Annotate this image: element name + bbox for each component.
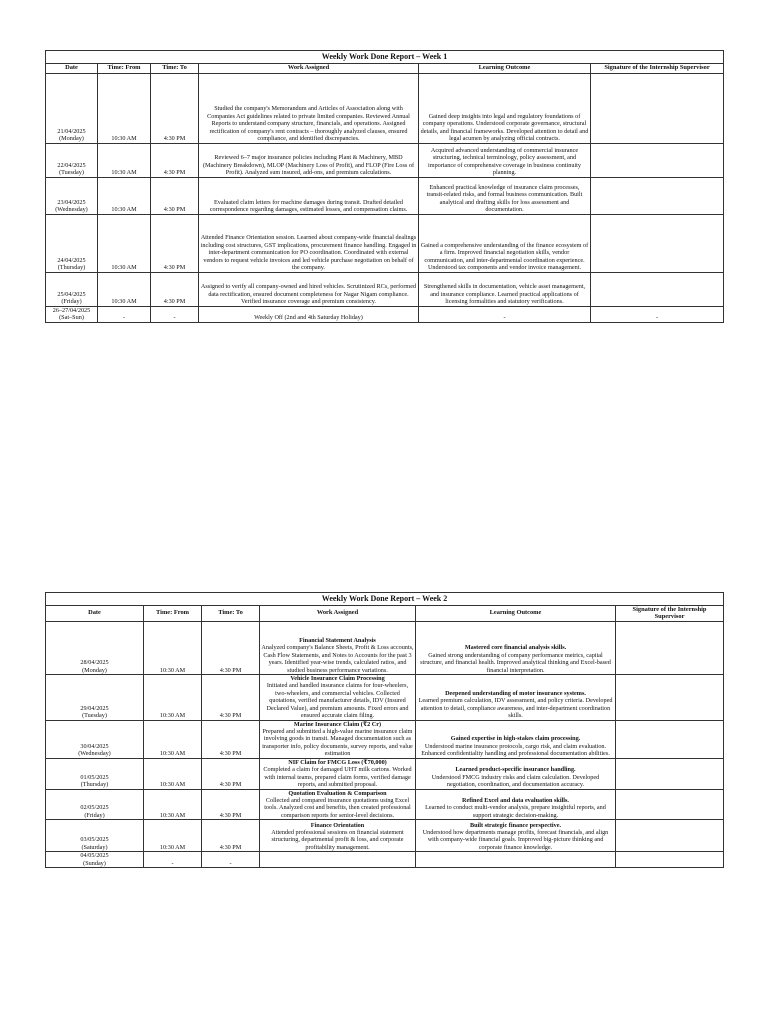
time-from-cell-text: 10:30 AM xyxy=(159,781,186,789)
date-cell xyxy=(46,758,144,789)
learning-outcome-cell xyxy=(419,272,591,306)
learning-outcome-cell xyxy=(416,758,616,789)
signature-header: Signature of the Internship Supervisor xyxy=(591,63,724,73)
learning-outcome-cell-text: Learned to conduct multi-vendor analysis, prepare insightful reports, and support strategic decision-making. xyxy=(425,804,606,819)
date-cell-text: 24/04/2025 (Thursday) xyxy=(57,256,86,272)
table-row xyxy=(46,674,724,720)
time-from-cell-text: 10:30 AM xyxy=(111,298,137,306)
date-cell xyxy=(46,674,144,720)
table-row xyxy=(46,214,724,272)
date-cell-text: 30/04/2025 (Wednesday) xyxy=(78,742,111,758)
learning-outcome-cell-text: Understood marine insurance protocols, cargo risk, and claim evaluation. Enhanced confidentiality handling and professional documentation abilities. xyxy=(421,742,610,758)
date-cell xyxy=(46,177,98,214)
time-from-cell xyxy=(144,720,202,758)
time-from-cell-text: 10:30 AM xyxy=(159,666,186,674)
time-to-cell xyxy=(202,720,260,758)
date-cell xyxy=(46,214,98,272)
work-assigned-cell xyxy=(260,820,416,852)
table-row xyxy=(46,621,724,674)
date-cell-text: 22/04/2025 (Tuesday) xyxy=(57,161,86,177)
time-from-cell-text: - xyxy=(122,314,126,322)
week2-title: Weekly Work Done Report – Week 2 xyxy=(46,593,724,606)
work-assigned-cell xyxy=(199,73,419,143)
work-assigned-cell-text: Attended professional sessions on financial statement structuring, departmental profit & loss, and corporate profitability management. xyxy=(271,828,404,851)
learning-outcome-cell xyxy=(419,306,591,322)
table-row xyxy=(46,852,724,868)
work-assigned-cell xyxy=(199,177,419,214)
time-to-cell xyxy=(202,621,260,674)
signature-cell[interactable] xyxy=(591,143,724,177)
work-assigned-cell xyxy=(199,306,419,322)
time-to-header: Time: To xyxy=(151,63,199,73)
learning-outcome-cell-text: Understood FMCG industry risks and claim calculation. Developed negotiation, coordination, and documentation accuracy. xyxy=(431,773,600,789)
date-cell-text: 29/04/2025 (Tuesday) xyxy=(80,704,109,720)
work-assigned-cell xyxy=(260,852,416,868)
work-assigned-header: Work Assigned xyxy=(260,605,416,621)
date-cell xyxy=(46,143,98,177)
date-cell xyxy=(46,720,144,758)
time-to-cell-text: - xyxy=(229,859,232,867)
time-from-cell xyxy=(98,306,151,322)
work-assigned-cell xyxy=(199,214,419,272)
time-to-cell-text: 4:30 PM xyxy=(163,298,186,306)
time-to-cell xyxy=(151,272,199,306)
time-to-cell-text: 4:30 PM xyxy=(219,843,242,851)
time-to-cell xyxy=(151,73,199,143)
time-to-cell-text: 4:30 PM xyxy=(219,811,242,819)
date-cell-text: 04/05/2025 (Sunday) xyxy=(80,852,109,867)
time-from-cell-text: 10:30 AM xyxy=(111,169,137,177)
table-row xyxy=(46,143,724,177)
signature-header: Signature of the Internship Supervisor xyxy=(616,605,724,621)
time-to-cell-text: 4:30 PM xyxy=(163,206,186,214)
signature-cell[interactable] xyxy=(616,789,724,820)
time-from-cell-text: 10:30 AM xyxy=(159,811,186,819)
learning-outcome-cell xyxy=(416,720,616,758)
time-from-cell xyxy=(144,852,202,868)
date-cell-text: 25/04/2025 (Friday) xyxy=(57,290,86,306)
work-assigned-cell-text: Reviewed 6–7 major insurance policies including Plant & Machinery, MBD (Machinery Breakdown), MLOP (Machinery Loss of Profit), and FLOP (Fire Loss of Profit). Analyzed sum insured, add-ons, and premium calculations. xyxy=(202,154,415,177)
work-assigned-cell-text: Studied the company's Memorandum and Articles of Association along with Companies Act guidelines related to private limited companies. Reviewed Annual Reports to understand company structure, financials, and operations. Assigned rectification of company's rent contracts – thoroughly analyzed clauses, ensured compliance, and identified discrepancies. xyxy=(207,105,410,143)
time-from-header: Time: From xyxy=(144,605,202,621)
work-assigned-cell xyxy=(260,674,416,720)
time-to-cell-text: 4:30 PM xyxy=(219,666,242,674)
time-to-cell xyxy=(202,789,260,820)
learning-outcome-cell-text: Strengthened skills in documentation, vehicle asset management, and insurance compliance. Learned practical applications of licensing formalities and statutory verifications. xyxy=(423,283,586,306)
table-row xyxy=(46,820,724,852)
signature-cell[interactable] xyxy=(591,272,724,306)
learning-outcome-cell-text: Gained strong understanding of company performance metrics, capital structure, and financial health. Improved analytical thinking and Excel-based financial interpretation. xyxy=(420,651,611,674)
learning-outcome-cell-text: Gained deep insights into legal and regulatory foundations of company operations. Understood corporate governance, structural details, and financial frameworks. Developed attention to detail and legal acumen by analyzing official contracts. xyxy=(420,112,589,143)
time-to-cell-text: - xyxy=(173,314,176,322)
date-cell-text: 26–27/04/2025 (Sat–Sun) xyxy=(52,306,91,322)
time-from-cell-text: 10:30 AM xyxy=(159,750,186,758)
time-from-cell xyxy=(144,758,202,789)
signature-cell[interactable] xyxy=(616,621,724,674)
table-row xyxy=(46,73,724,143)
learning-outcome-cell-text: Gained a comprehensive understanding of the finance ecosystem of a firm. Improved financial negotiation skills, vendor communication, and inter-departmental coordination experience. Understood tax components and vendor invoice management. xyxy=(420,241,589,272)
time-to-cell xyxy=(202,852,260,868)
table-row xyxy=(46,306,724,322)
week1-title: Weekly Work Done Report – Week 1 xyxy=(46,51,724,64)
outcome-heading: Refined Excel and data evaluation skills. xyxy=(462,796,569,804)
work-heading: NIF Claim for FMCG Loss (₹70,000) xyxy=(288,758,387,766)
learning-outcome-cell xyxy=(419,177,591,214)
table-row xyxy=(46,789,724,820)
work-assigned-cell xyxy=(260,789,416,820)
outcome-heading: Mastered core financial analysis skills. xyxy=(464,644,567,652)
date-cell-text: 21/04/2025 (Monday) xyxy=(57,127,86,143)
date-cell-text: 23/04/2025 (Wednesday) xyxy=(55,198,88,214)
date-cell-text: 28/04/2025 (Monday) xyxy=(80,659,109,674)
time-from-cell xyxy=(98,177,151,214)
learning-outcome-cell-text: Acquired advanced understanding of commercial insurance structuring, technical terminology, policy assessment, and importance of comprehensive coverage in business continuity planning. xyxy=(428,146,581,177)
table-row xyxy=(46,177,724,214)
work-assigned-cell-text: Completed a claim for damaged UHT milk cartons. Worked with internal teams, prepared claim forms, verified damage reports, and submitted proposal. xyxy=(263,766,412,789)
time-to-cell xyxy=(151,214,199,272)
signature-cell[interactable] xyxy=(591,214,724,272)
time-from-cell xyxy=(98,272,151,306)
time-from-header: Time: From xyxy=(98,63,151,73)
learning-outcome-header: Learning Outcome xyxy=(419,63,591,73)
time-from-cell xyxy=(144,621,202,674)
outcome-heading: Learned product-specific insurance handling. xyxy=(455,766,576,774)
signature-cell[interactable] xyxy=(616,820,724,852)
date-cell xyxy=(46,789,144,820)
work-heading: Marine Insurance Claim (₹2 Cr) xyxy=(293,720,382,728)
learning-outcome-cell xyxy=(419,214,591,272)
work-assigned-cell-text: Assigned to verify all company-owned and hired vehicles. Scrutinized RCs, performed data rectification, ensured document completeness for Nagar Nigam compliance. Verified insurance coverage and premium consistency. xyxy=(200,283,417,306)
time-from-cell xyxy=(144,674,202,720)
time-to-cell xyxy=(151,306,199,322)
time-from-cell xyxy=(98,73,151,143)
work-assigned-cell xyxy=(199,143,419,177)
time-to-cell xyxy=(202,758,260,789)
time-to-cell-text: 4:30 PM xyxy=(163,135,186,143)
time-to-cell-text: 4:30 PM xyxy=(219,750,242,758)
time-from-cell-text: 10:30 AM xyxy=(111,264,137,272)
learning-outcome-cell-text: Learned premium calculation, IDV assessment, and policy criteria. Developed attention to detail, compliance awareness, and inter-department coordination skills. xyxy=(418,697,613,720)
work-assigned-cell xyxy=(260,758,416,789)
date-cell-text: 02/05/2025 (Friday) xyxy=(80,804,109,819)
work-heading: Finance Orientation xyxy=(310,821,365,829)
time-from-cell xyxy=(98,143,151,177)
signature-cell[interactable] xyxy=(616,852,724,868)
time-from-cell-text: 10:30 AM xyxy=(111,135,137,143)
outcome-heading: Built strategic finance perspective. xyxy=(469,821,562,829)
week2-report-table xyxy=(45,592,724,868)
signature-cell[interactable] xyxy=(591,177,724,214)
table-row xyxy=(46,272,724,306)
time-from-cell-text: - xyxy=(171,859,174,867)
work-assigned-cell xyxy=(260,720,416,758)
learning-outcome-cell xyxy=(416,789,616,820)
learning-outcome-cell-text: - xyxy=(503,314,506,322)
time-from-cell-text: 10:30 AM xyxy=(159,712,186,720)
time-from-cell xyxy=(98,214,151,272)
work-assigned-cell-text: Initiated and handled insurance claims for four-wheelers, two-wheelers, and commercial vehicles. Collected quotations, verified manufacturer details, IDV (Insured Declared Value), and premium amounts. Fixed errors and ensured accurate claim filing. xyxy=(266,682,409,720)
work-assigned-cell-text: Attended Finance Orientation session. Learned about company-wide financial dealings including cost structures, GST implications, procurement finance handling. Engaged in inter-department communication for PO coordination. Coordinated with external vendors to request vehicle invoices and led vehicle purchase negotiation on behalf of the company. xyxy=(200,234,417,272)
table-row xyxy=(46,720,724,758)
learning-outcome-cell xyxy=(416,674,616,720)
learning-outcome-cell xyxy=(416,820,616,852)
date-cell-text: 01/05/2025 (Thursday) xyxy=(80,773,109,789)
time-from-cell-text: 10:30 AM xyxy=(111,206,137,214)
learning-outcome-cell xyxy=(419,143,591,177)
table-row xyxy=(46,758,724,789)
time-from-cell xyxy=(144,789,202,820)
signature-cell[interactable] xyxy=(616,758,724,789)
outcome-heading: Deepened understanding of motor insurance systems. xyxy=(445,689,586,697)
time-to-cell xyxy=(202,674,260,720)
time-to-cell xyxy=(202,820,260,852)
date-cell xyxy=(46,852,144,868)
work-assigned-cell-text: Weekly Off (2nd and 4th Saturday Holiday) xyxy=(254,314,363,322)
work-heading: Vehicle Insurance Claim Processing xyxy=(290,674,385,682)
time-to-cell-text: 4:30 PM xyxy=(219,712,242,720)
time-to-cell xyxy=(151,143,199,177)
work-assigned-cell-text: Collected and compared insurance quotations using Excel tools. Analyzed cost and benefits, then created professional comparison reports for senior-level decisions. xyxy=(264,796,411,819)
work-assigned-cell xyxy=(260,621,416,674)
learning-outcome-cell-text: Understood how departments manage profits, forecast financials, and align with company-wide financial goals. Improved big-picture thinking and corporate finance knowledge. xyxy=(422,828,609,851)
signature-cell[interactable] xyxy=(616,720,724,758)
time-to-header: Time: To xyxy=(202,605,260,621)
time-to-cell-text: 4:30 PM xyxy=(163,169,186,177)
date-header: Date xyxy=(46,605,144,621)
date-cell xyxy=(46,820,144,852)
week1-report-table xyxy=(45,50,724,323)
work-heading: Financial Statement Analysis xyxy=(299,636,376,644)
signature-cell[interactable] xyxy=(616,674,724,720)
signature-cell[interactable] xyxy=(591,73,724,143)
learning-outcome-header: Learning Outcome xyxy=(416,605,616,621)
work-assigned-cell-text: Prepared and submitted a high-value marine insurance claim involving goods in transit. Managed documentation such as transporter info, policy documents, survey reports, and value estimation xyxy=(262,728,413,758)
date-cell xyxy=(46,73,98,143)
learning-outcome-cell xyxy=(416,621,616,674)
time-from-cell-text: 10:30 AM xyxy=(159,843,186,851)
time-to-cell-text: 4:30 PM xyxy=(219,781,242,789)
outcome-heading: Gained expertise in high-stakes claim processing. xyxy=(450,735,581,743)
work-assigned-cell xyxy=(199,272,419,306)
signature-cell-text: - xyxy=(655,314,659,322)
learning-outcome-cell-text: Enhanced practical knowledge of insurance claim processes, transit-related risks, and formal business communication. Built analytical and drafting skills for loss assessment and documentation. xyxy=(426,183,583,214)
date-cell xyxy=(46,621,144,674)
date-cell xyxy=(46,272,98,306)
work-assigned-cell-text: Analyzed company's Balance Sheets, Profit & Loss accounts, Cash Flow Statements, and Notes to Accounts for the past 3 years. Identified year-wise trends, calculated ratios, and studied business performance variations. xyxy=(261,644,414,674)
signature-cell[interactable] xyxy=(591,306,724,322)
work-assigned-cell-text: Evaluated claim letters for machine damages during transit. Drafted detailed correspondence regarding damages, estimated losses, and compensation claims. xyxy=(209,198,408,214)
time-from-cell xyxy=(144,820,202,852)
work-heading: Quotation Evaluation & Comparison xyxy=(288,789,387,797)
date-cell xyxy=(46,306,98,322)
learning-outcome-cell xyxy=(416,852,616,868)
time-to-cell-text: 4:30 PM xyxy=(163,264,186,272)
learning-outcome-cell xyxy=(419,73,591,143)
work-assigned-header: Work Assigned xyxy=(199,63,419,73)
time-to-cell xyxy=(151,177,199,214)
date-cell-text: 03/05/2025 (Saturday) xyxy=(80,836,109,851)
date-header: Date xyxy=(46,63,98,73)
